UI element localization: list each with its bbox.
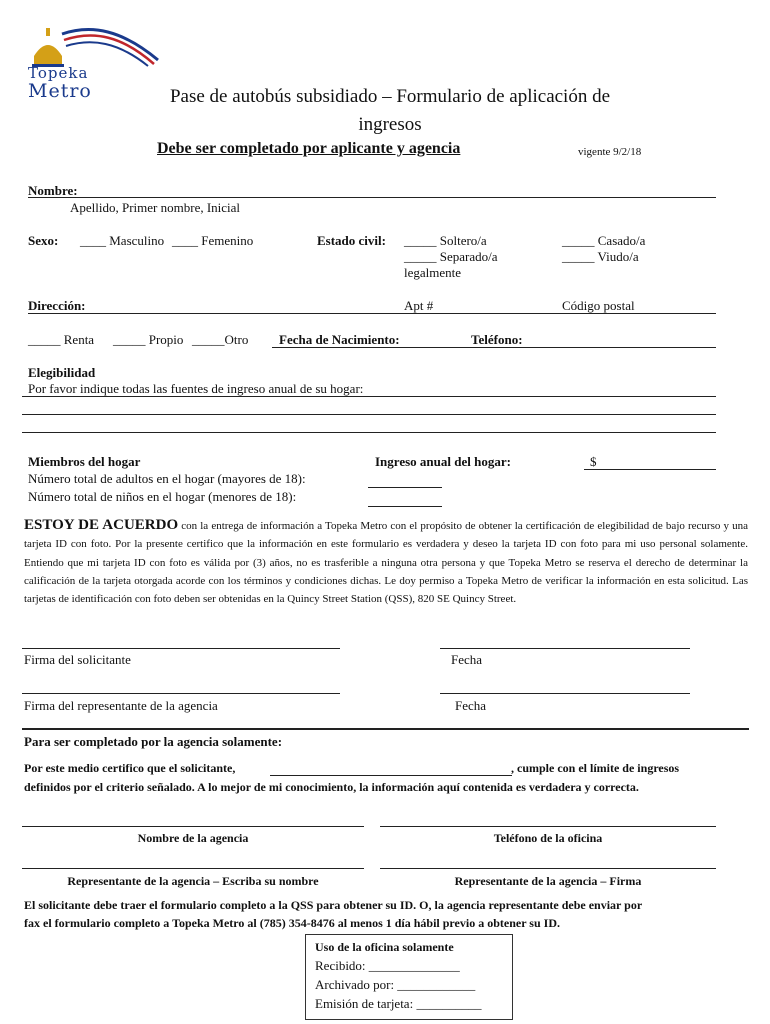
agency-certification-line-2: definidos por el criterio señalado. A lo mejor de mi conocimiento, la información aquí contenida es verdadera y correcta.	[24, 780, 639, 794]
agency-section-heading: Para ser completado por la agencia solamente:	[24, 734, 283, 749]
agency-name-label: Nombre de la agencia	[137, 831, 249, 845]
agreement-lead: ESTOY DE ACUERDO	[24, 517, 179, 533]
logo-line-1: Topeka	[28, 64, 89, 82]
applicant-name-certification-field[interactable]	[270, 775, 512, 776]
applicant-date-label: Fecha	[451, 652, 483, 667]
annual-income-field[interactable]	[584, 469, 716, 470]
address-field[interactable]	[28, 313, 716, 314]
children-count-label: Número total de niños en el hogar (menores de 18):	[28, 489, 297, 504]
agency-rep-date-label: Fecha	[455, 698, 487, 713]
housing-rent-option[interactable]: _____ Renta	[28, 332, 95, 347]
marital-single-option[interactable]: _____ Soltero/a	[404, 233, 487, 248]
dob-label: Fecha de Nacimiento:	[279, 332, 400, 347]
phone-label: Teléfono:	[471, 332, 523, 347]
currency-symbol: $	[590, 454, 597, 469]
effective-date: vigente 9/2/18	[578, 146, 642, 158]
rep-signature-field[interactable]	[380, 868, 716, 869]
agency-certification-part-1: Por este medio certifico que el solicitante,	[24, 761, 236, 775]
name-field[interactable]	[28, 197, 716, 198]
submission-note-line-2: fax el formulario completo a Topeka Metro al (785) 354-8476 al menos 1 día hábil previo a obtener su ID.	[24, 916, 560, 930]
office-use-box	[305, 934, 513, 1020]
rep-name-label: Representante de la agencia – Escriba su nombre	[67, 874, 319, 888]
agency-name-field[interactable]	[22, 826, 364, 827]
adults-count-label: Número total de adultos en el hogar (mayores de 18):	[28, 471, 306, 486]
agency-rep-signature-field[interactable]	[22, 693, 340, 694]
office-phone-field[interactable]	[380, 826, 716, 827]
apt-label: Apt #	[404, 298, 434, 313]
office-card-issued-field[interactable]: Emisión de tarjeta: __________	[315, 996, 482, 1011]
marital-married-option[interactable]: _____ Casado/a	[562, 233, 646, 248]
agency-rep-date-field[interactable]	[440, 693, 690, 694]
sex-female-option[interactable]: ____ Femenino	[172, 233, 254, 248]
income-source-line-2[interactable]	[22, 414, 716, 415]
topeka-metro-logo	[22, 20, 162, 110]
sex-male-option[interactable]: ____ Masculino	[80, 233, 165, 248]
zip-label: Código postal	[562, 298, 635, 313]
dob-phone-field[interactable]	[272, 347, 716, 348]
marital-separated-option[interactable]: _____ Separado/a	[404, 249, 498, 264]
household-heading: Miembros del hogar	[28, 454, 141, 469]
address-label: Dirección:	[28, 298, 86, 313]
eligibility-heading: Elegibilidad	[28, 365, 96, 380]
income-source-line-1[interactable]	[22, 396, 716, 397]
rep-signature-label: Representante de la agencia – Firma	[454, 874, 642, 888]
form-title-line-2: ingresos	[358, 114, 422, 135]
agency-certification-part-2: , cumple con el límite de ingresos	[511, 761, 680, 775]
office-filed-by-field[interactable]: Archivado por: ____________	[315, 977, 476, 992]
office-use-heading: Uso de la oficina solamente	[315, 940, 454, 954]
marital-separated-option-cont: legalmente	[404, 265, 462, 280]
marital-status-label: Estado civil:	[317, 233, 386, 248]
agency-rep-signature-label: Firma del representante de la agencia	[24, 698, 218, 713]
submission-note-line-1: El solicitante debe traer el formulario completo a la QSS para obtener su ID. O, la agencia representante debe enviar por	[24, 898, 643, 912]
capitol-dome-icon	[22, 20, 162, 68]
office-received-field[interactable]: Recibido: ______________	[315, 958, 460, 973]
housing-own-option[interactable]: _____ Propio	[113, 332, 184, 347]
applicant-date-field[interactable]	[440, 648, 690, 649]
children-count-field[interactable]	[368, 506, 442, 507]
section-divider	[22, 728, 749, 730]
rep-name-field[interactable]	[22, 868, 364, 869]
form-title-line-1: Pase de autobús subsidiado – Formulario de aplicación de	[169, 86, 611, 107]
eligibility-prompt: Por favor indique todas las fuentes de ingreso anual de su hogar:	[28, 381, 364, 396]
annual-income-label: Ingreso anual del hogar:	[375, 454, 511, 469]
name-label: Nombre:	[28, 183, 78, 198]
office-phone-label: Teléfono de la oficina	[493, 831, 603, 845]
agreement-text: con la entrega de información a Topeka Metro con el propósito de obtener la certificación de elegibilidad de bajo recurso y una tarjeta ID con foto. Por la presente certifico que la información en este formulario es verdadera y deseo la tarjeta ID con foto para mi uso personal solamente. Entiendo que mi tarjeta ID con foto es válida por (3) años, no es trasferible a ninguna otra persona y que Topeka Metro se reserva el derecho de determinar la calificación de la tarjeta otorgada acorde con los términos y condiciones dichas. Le doy permiso a Topeka Metro de verificar la información en esta solicitud. Las tarjetas de identificación con foto deben ser obtenidas en la Quincy Street Station (QSS), 820 SE Quincy Street.	[24, 520, 748, 606]
sex-label: Sexo:	[28, 233, 59, 248]
agreement-paragraph	[24, 516, 748, 608]
logo-line-2: Metro	[28, 80, 92, 102]
income-source-line-3[interactable]	[22, 432, 716, 433]
form-subtitle: Debe ser completado por aplicante y agencia	[157, 140, 461, 157]
applicant-signature-field[interactable]	[22, 648, 340, 649]
applicant-signature-label: Firma del solicitante	[24, 652, 131, 667]
marital-widowed-option[interactable]: _____ Viudo/a	[562, 249, 639, 264]
name-hint: Apellido, Primer nombre, Inicial	[70, 200, 241, 215]
adults-count-field[interactable]	[368, 487, 442, 488]
housing-other-option[interactable]: _____Otro	[192, 332, 249, 347]
